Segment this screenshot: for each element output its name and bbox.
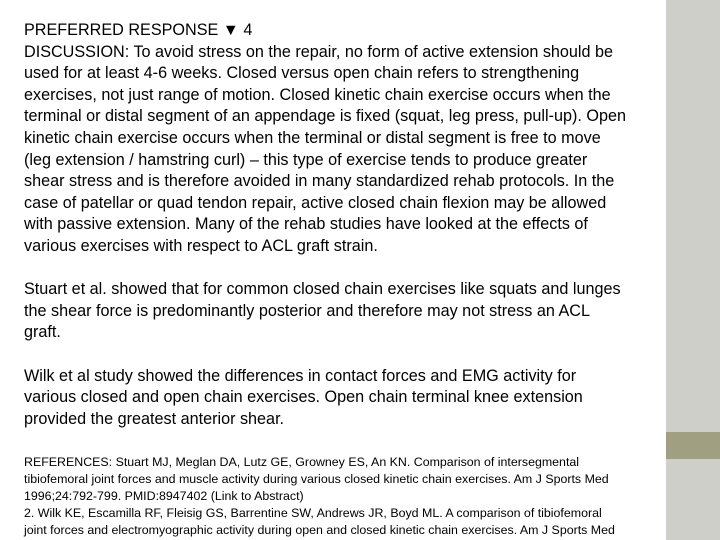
preferred-response [24, 20, 696, 42]
stuart-paragraph [24, 279, 696, 344]
reference-line: REFERENCES: Stuart MJ, Meglan DA, Lutz GE, Growney ES, An KN. Comparison of intersegmental [24, 454, 580, 469]
paragraph-gap [24, 344, 696, 366]
discussion-line: various exercises with respect to ACL graft strain. [24, 236, 378, 255]
preferred-response-value: 4 [243, 21, 253, 39]
discussion-paragraph [24, 42, 696, 258]
references-block [24, 454, 696, 539]
discussion-line: shear stress and is therefore avoided in many standardized rehab protocols. In the [24, 172, 615, 191]
discussion-line: (leg extension / hamstring curl) – this type of exercise tends to produce greater [24, 150, 588, 169]
discussion-line: with passive extension. Many of the rehab studies have looked at the effects of [24, 215, 588, 234]
paragraph-gap [24, 258, 696, 280]
reference-line: 1996;24:792-799. PMID:8947402 (Link to Abstract) [24, 488, 304, 503]
paragraph-gap [24, 430, 696, 452]
preferred-response-label: PREFERRED RESPONSE [24, 21, 219, 39]
wilk-line: various closed and open chain exercises. Open chain terminal knee extension [24, 388, 583, 407]
reference-line: joint forces and electromyographic activity during open and closed kinetic chain exercises. Am J Sports Med [24, 522, 615, 537]
discussion-line: terminal or distal segment of an appendage is fixed (squat, leg press, pull-up). Open [24, 107, 626, 126]
discussion-line: kinetic chain exercise occurs when the terminal or distal segment is free to move [24, 128, 601, 147]
stuart-line: graft. [24, 323, 61, 342]
dropdown-arrow-icon[interactable]: ▼ [222, 21, 239, 39]
wilk-paragraph [24, 366, 696, 431]
discussion-line: DISCUSSION: To avoid stress on the repair, no form of active extension should be [24, 42, 614, 61]
reference-line: 2. Wilk KE, Escamilla RF, Fleisig GS, Barrentine SW, Andrews JR, Boyd ML. A comparison of tibiofemoral [24, 505, 602, 520]
discussion-line: used for at least 4-6 weeks. Closed versus open chain refers to strengthening [24, 64, 580, 83]
wilk-line: provided the greatest anterior shear. [24, 409, 285, 428]
stuart-line: the shear force is predominantly posterior and therefore may not stress an ACL [24, 301, 590, 320]
slide-content [24, 20, 696, 539]
reference-line: tibiofemoral joint forces and muscle activity during various closed kinetic chain exercises. Am J Sports Med [24, 471, 609, 486]
discussion-line: exercises, not just range of motion. Closed kinetic chain exercise occurs when the [24, 85, 611, 104]
discussion-line: case of patellar or quad tendon repair, active closed chain flexion may be allowed [24, 193, 607, 212]
wilk-line: Wilk et al study showed the differences in contact forces and EMG activity for [24, 366, 577, 385]
stuart-line: Stuart et al. showed that for common closed chain exercises like squats and lunges [24, 280, 621, 299]
